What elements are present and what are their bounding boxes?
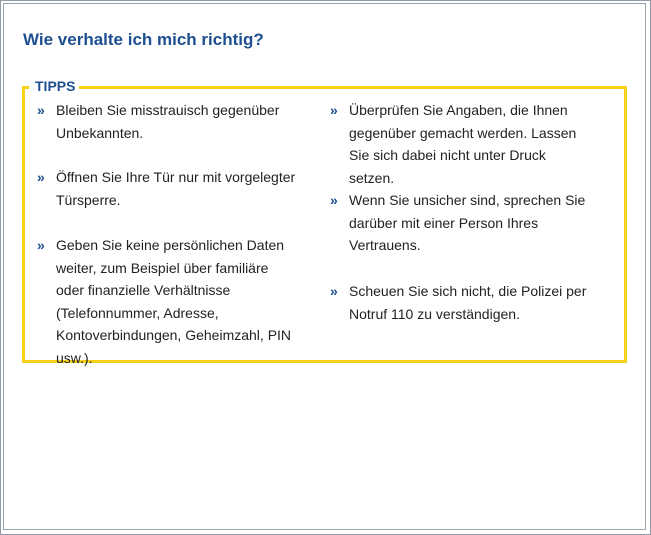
tip-item	[330, 189, 592, 257]
bullet-marker: »	[37, 237, 45, 253]
tip-text: Überprüfen Sie Angaben, die Ihnen gegenüber gemacht werden. Lassen Sie sich dabei nicht unter Druck setzen.	[349, 102, 577, 186]
bullet-marker: »	[37, 169, 45, 185]
tip-text: Geben Sie keine persönlichen Daten weiter, zum Beispiel über familiäre oder finanzielle Verhältnisse (Telefonnummer, Adresse, Kontoverbindungen, Geheimzahl, PIN usw.).	[56, 237, 292, 366]
tip-item	[37, 234, 299, 369]
tip-item	[37, 166, 299, 211]
tip-item	[330, 280, 592, 325]
bullet-marker: »	[37, 102, 45, 118]
bullet-marker: »	[330, 192, 338, 208]
tip-item	[330, 99, 592, 189]
tips-box-label: TIPPS	[29, 78, 79, 94]
page-title: Wie verhalte ich mich richtig?	[23, 30, 264, 49]
tip-item	[37, 99, 299, 144]
tip-text: Scheuen Sie sich nicht, die Polizei per Notruf 110 zu verständigen.	[349, 283, 587, 322]
tip-text: Wenn Sie unsicher sind, sprechen Sie darüber mit einer Person Ihres Vertrauens.	[349, 192, 586, 253]
bullet-marker: »	[330, 283, 338, 299]
bullet-marker: »	[330, 102, 338, 118]
tip-text: Bleiben Sie misstrauisch gegenüber Unbekannten.	[56, 102, 280, 141]
tip-text: Öffnen Sie Ihre Tür nur mit vorgelegter Türsperre.	[56, 169, 296, 208]
